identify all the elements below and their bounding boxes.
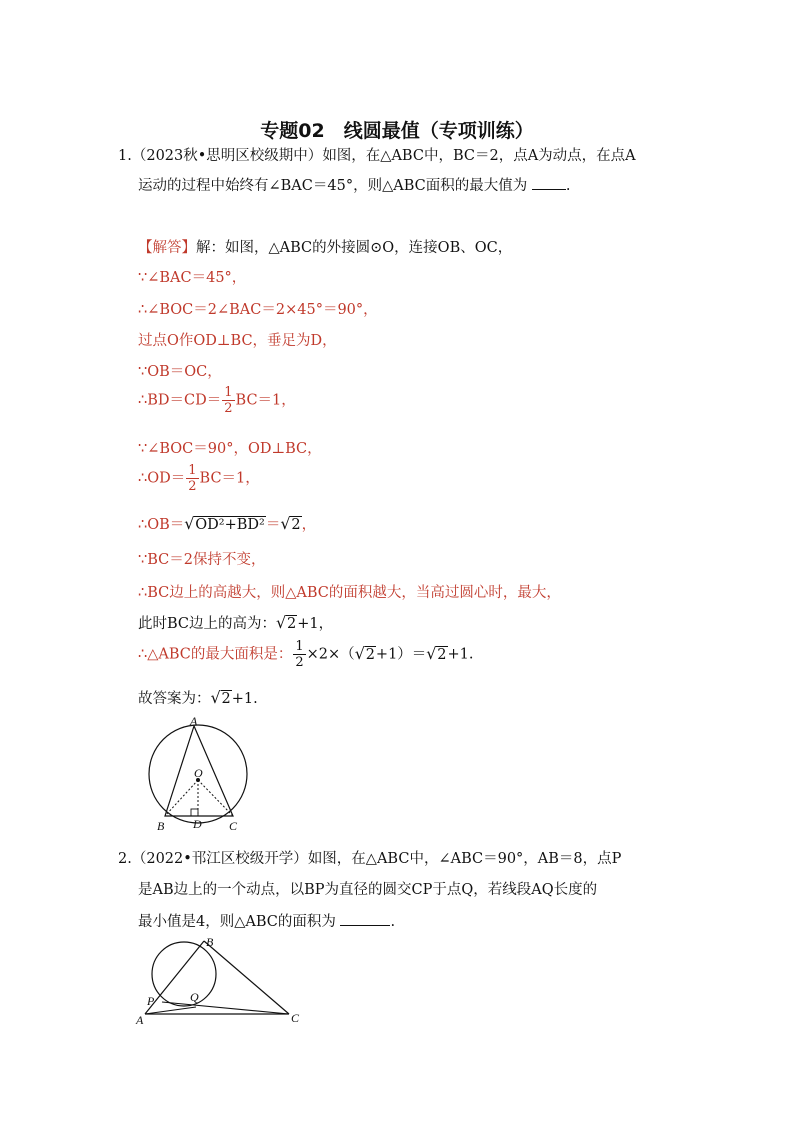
right-angle-mark	[191, 809, 198, 816]
sol-text-6a: ∴BD＝CD＝	[138, 392, 222, 409]
label-c: C	[291, 1011, 300, 1025]
q1-line-2	[138, 174, 570, 195]
page-title: 专题02 线圆最值（专项训练）	[260, 120, 534, 142]
radical-sign: √	[426, 643, 437, 663]
sol-line-5: ∵OB＝OC，	[138, 364, 222, 380]
fraction-half	[222, 386, 234, 415]
q2-number: 2.	[118, 851, 132, 867]
radical-sign: √	[280, 514, 291, 533]
radical-sign: √	[184, 514, 195, 533]
segment-pc	[162, 1002, 289, 1014]
sol-line-2: ∵∠BAC＝45°，	[138, 270, 247, 286]
q1-answer-blank	[532, 177, 566, 190]
segment-bc	[204, 941, 289, 1014]
segment-aq	[145, 1007, 196, 1014]
radical-sign: √	[276, 613, 287, 632]
radicand: 2	[221, 691, 231, 707]
sol-text-13d: +1.	[447, 646, 474, 663]
q2-line-3	[138, 910, 395, 931]
circle-bp	[152, 942, 216, 1006]
solution-tag: 【解答】	[138, 240, 196, 256]
label-c: C	[229, 819, 238, 833]
fraction-half	[293, 640, 305, 669]
sol-text-9a: ∴OB＝	[138, 517, 185, 533]
sol-line-10: ∵BC＝2保持不变，	[138, 552, 266, 568]
figure-1-circle-triangle	[140, 712, 260, 836]
q1-text-2: 运动的过程中始终有∠BAC＝45°，则△ABC面积的最大值为	[138, 178, 528, 194]
sol-text-8a: ∴OD＝	[138, 470, 186, 487]
sqrt-expression	[210, 688, 232, 707]
label-a: A	[136, 1013, 144, 1027]
label-p: P	[147, 994, 155, 1008]
sqrt-expression	[184, 514, 266, 533]
sol-text-8b: BC＝1，	[199, 470, 260, 487]
frac-num: 1	[188, 463, 197, 478]
segment-ob	[165, 780, 198, 816]
sol-line-3: ∴∠BOC＝2∠BAC＝2×45°＝90°，	[138, 302, 378, 318]
label-d: D	[193, 817, 202, 831]
figure-2-circle-right-triangle	[133, 932, 313, 1028]
q2-text-3: 最小值是4，则△ABC的面积为	[138, 914, 336, 930]
frac-num: 1	[224, 385, 233, 400]
radical-sign: √	[210, 688, 221, 707]
sqrt-expression	[426, 643, 447, 663]
sqrt-expression	[276, 613, 297, 632]
radical-sign: √	[354, 643, 365, 663]
q1-line-1	[118, 144, 636, 165]
sol-line-1	[138, 236, 512, 257]
frac-den: 2	[224, 401, 233, 416]
radicand: 2	[287, 616, 297, 632]
sol-text-9b: ＝	[265, 517, 281, 533]
sol-text-1: 解：如图，△ABC的外接圆⊙O，连接OB、OC，	[196, 240, 513, 256]
radicand: OD²+BD²	[195, 517, 265, 533]
q2-source: （2022•邗江区校级开学）	[131, 851, 308, 867]
radicand: 2	[365, 646, 375, 663]
sol-line-11: ∴BC边上的高越大，则△ABC的面积越大，当高过圆心时，最大，	[138, 585, 561, 601]
q2-line-2: 是AB边上的一个动点，以BP为直径的圆交CP于点Q，若线段AQ长度的	[138, 882, 598, 898]
sol-line-6	[138, 386, 296, 415]
sol-line-14	[138, 687, 258, 708]
q2-period: .	[390, 914, 396, 930]
sol-text-14b: +1.	[231, 691, 258, 707]
radicand: 2	[437, 646, 447, 663]
q2-answer-blank	[340, 913, 390, 926]
q1-number: 1.	[118, 148, 132, 164]
label-o: O	[194, 766, 203, 780]
sol-text-12b: +1，	[297, 616, 334, 632]
label-a: A	[190, 714, 198, 728]
fraction-half	[186, 464, 198, 493]
sol-line-4: 过点O作OD⊥BC，垂足为D，	[138, 333, 337, 349]
label-b: B	[206, 935, 214, 949]
segment-oc	[198, 780, 233, 816]
q1-source: （2023秋•思明区校级期中）	[131, 148, 323, 164]
frac-den: 2	[295, 655, 304, 670]
sol-text-13b: ×2×（	[306, 646, 355, 663]
sol-line-7: ∵∠BOC＝90°，OD⊥BC，	[138, 441, 322, 457]
sol-line-12	[138, 612, 333, 633]
q2-line-1	[118, 847, 621, 868]
sqrt-expression	[354, 643, 376, 663]
frac-num: 1	[295, 639, 304, 654]
label-q: Q	[190, 990, 199, 1004]
sol-text-14a: 故答案为：	[138, 691, 211, 707]
sol-text-6b: BC＝1，	[235, 392, 296, 409]
sol-text-9d: ，	[301, 517, 317, 533]
sol-line-9	[138, 513, 316, 534]
q2-text-1: 如图，在△ABC中，∠ABC＝90°，AB＝8，点P	[307, 851, 622, 867]
sol-line-8	[138, 464, 260, 493]
q1-period: .	[565, 178, 571, 194]
radicand: 2	[291, 517, 301, 533]
sol-text-13c: +1）＝	[375, 646, 427, 663]
sqrt-expression	[280, 514, 301, 533]
sol-text-12a: 此时BC边上的高为：	[138, 616, 277, 632]
sol-text-13a: ∴△ABC的最大面积是：	[138, 646, 293, 663]
label-b: B	[157, 819, 165, 833]
sol-line-13	[138, 640, 474, 669]
frac-den: 2	[188, 479, 197, 494]
q1-text-1: 如图，在△ABC中，BC＝2，点A为动点，在点A	[322, 148, 636, 164]
